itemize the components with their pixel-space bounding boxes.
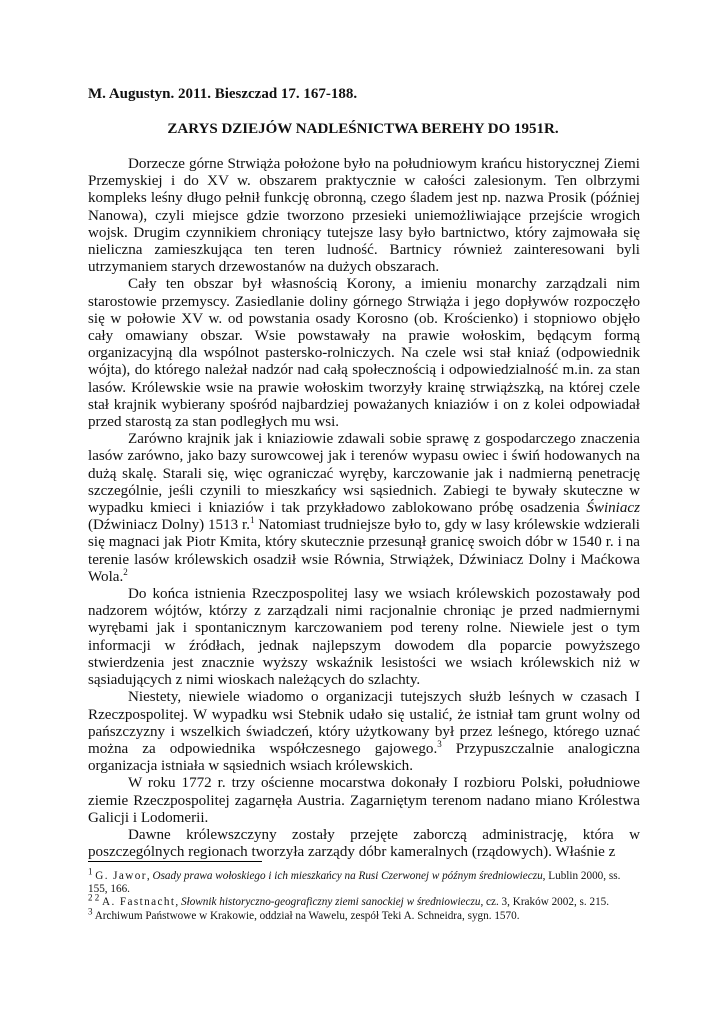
paragraph-3: [88, 431, 640, 586]
footnote-ref-2[interactable]: 2: [123, 566, 128, 577]
paragraph-7: Dawne królewszczyny zostały przejęte zaborczą administrację, która w poszczególnych regionach tworzyła zarządy dóbr kameralnych (rządowych). Właśnie z: [88, 826, 640, 861]
footnote-ref-3[interactable]: 3: [437, 738, 442, 749]
paragraph-5-text-a: Niestety, niewiele wiadomo o organizacji tutejszych służb leśnych w czasach I Rzeczpospolitej. W wypadku wsi Stebnik udało się ustalić, że istniał tam grunt wolny od pańszczyzny i wszelkich świadczeń, który użytkowany był przez leśnego, którego uznać można za odpowiednika współczesnego gajowego.: [88, 689, 640, 757]
paragraph-3-text-b: (Dźwiniacz Dolny) 1513 r.: [88, 517, 251, 534]
footnote-separator: [88, 861, 262, 862]
place-name-swiniacz: Świniacz: [586, 500, 640, 517]
article-body: [88, 156, 640, 861]
footnote-1-rest: , Lublin 2000, ss. 155, 166.: [88, 870, 621, 895]
footnote-2-mark: 2 2: [88, 892, 100, 903]
paragraph-3-text-c: Natomiast trudniejsze było to, gdy w lasy królewskie wdzierali się magnaci jak Piotr Kmita, który skutecznie przesunął granicę swoich dóbr w 1540 r. i na terenie lasów królewskich osadził wsie Równia, Strwiążek, Dźwiniacz Dolny i Maćkowa Wola.: [88, 517, 641, 585]
footnote-2-title: Słownik historyczno-geograficzny ziemi sanockiej w średniowieczu: [181, 896, 481, 909]
footnote-1: $^1$ G. Jawor, Osady prawa wołoskiego i ich mieszkańcy na Rusi Czerwonej w późnym średniowieczu, Lublin 2000, ss. 155, 166.: [88, 866, 621, 895]
footnote-1-title: Osady prawa wołoskiego i ich mieszkańcy na Rusi Czerwonej w późnym średniowieczu: [152, 870, 543, 882]
footnote-1-author: G. Jawor: [95, 870, 147, 882]
paragraph-6: W roku 1772 r. trzy ościenne mocarstwa dokonały I rozbioru Polski, południowe ziemie Rzeczpospolitej zagarnęła Austria. Zagarniętym terenom nadano miano Królestwa Galicji i Lodomerii.: [88, 775, 640, 826]
paragraph-5-text-b: Przypuszczalnie analogiczna organizacja istniała w sąsiednich wsiach królewskich.: [88, 740, 640, 775]
paragraph-3-text-a: Zarówno krajnik jak i kniaziowie zdawali sobie sprawę z gospodarczego znaczenia lasów zarówno, jako bazy surowcowej jak i terenów wypasu owiec i świń hodowanych na dużą skalę. Starali się, więc ograniczać wyręby, karczowanie jak i nadmierną penetrację szczególnie, jeśli czynili to mieszkańcy wsi sąsiednich. Zabiegi te bywały skuteczne w wypadku kmieci i kniaziów i tak przykładowo zablokowano próbę osadzenia: [88, 431, 640, 517]
footnote-3-text: Archiwum Państwowe w Krakowie, oddział na Wawelu, zespół Teki A. Schneidra, sygn. 1570.: [94, 909, 520, 922]
paragraph-5: [88, 689, 640, 775]
footnotes: [88, 866, 640, 923]
article-title: ZARYS DZIEJÓW NADLEŚNICTWA BEREHY DO 1951R.: [167, 121, 559, 137]
paragraph-1: Dorzecze górne Strwiąża położone było na południowym krańcu historycznej Ziemi Przemyskiej i do XV w. obszarem praktycznie w całości zalesionym. Ten olbrzymi kompleks leśny długo pełnił funkcję obronną, czego śladem jest np. nazwa Prosik (później Nanowa), czyli miejsce gdzie tworzono przesieki uniemożliwiające przejście wrogich wojsk. Drugim czynnikiem chroniący tutejsze lasy było bartnictwo, który zajmowała się nieliczna zamieszkująca ten teren ludność. Bartnicy również zainteresowani byli utrzymaniem starych drzewostanów na dużych obszarach.: [88, 156, 640, 276]
footnote-1-mark: 1: [88, 866, 93, 877]
footnote-ref-1[interactable]: 1: [250, 515, 255, 526]
paragraph-2: Cały ten obszar był własnością Korony, a imieniu monarchy zarządzali nim starostowie przemyscy. Zasiedlanie doliny górnego Strwiąża i jego dopływów rozpoczęło się w połowie XV w. od powstania osady Korosno (ob. Krościenko) i stopniowo objęło cały omawiany obszar. Wsie powstawały na prawie wołoskim, będącym formą organizacyjną dla wspólnot pastersko-rolniczych. Na czele wsi stał kniaź (odpowiednik wójta), do którego należał nadzór nad całą społecznością i odpowiedzialność m.in. za stan lasów. Królewskie wsie na prawie wołoskim tworzyły krainę strwiąższką, na której czele stał krajnik wybierany spośród najbardziej poważanych kniaziów i on z kolei odpowiadał przed starostą za stan podległych mu wsi.: [88, 276, 640, 431]
footnote-2: $^{2 2}$ A. Fastnacht, Słownik historyczno-geograficzny ziemi sanockiej w średniowieczu, cz. 3, Kraków 2002, s. 215.: [88, 892, 610, 909]
footnote-2-rest: , cz. 3, Kraków 2002, s. 215.: [480, 896, 610, 909]
citation-line: M. Augustyn. 2011. Bieszczad 17. 167-188.: [88, 86, 358, 102]
paragraph-4: Do końca istnienia Rzeczpospolitej lasy we wsiach królewskich pozostawały pod nadzorem wójtów, którzy z zarządzali nimi racjonalnie chroniąc je przed nadmiernymi wyrębami jak i spontanicznym karczowaniem pod tereny rolne. Niewiele jest o tym informacji w źródłach, jednak najlepszym dowodem dla poparcie powyższego stwierdzenia jest znacznie wyższy wskaźnik lesistości we wsiach królewskich niż w sąsiadujących z nimi wioskach należących do szlachty.: [88, 586, 640, 689]
footnote-3: [88, 906, 640, 923]
footnote-2-author: A. Fastnacht: [102, 896, 176, 909]
footnote-3-mark: 3: [88, 906, 93, 917]
